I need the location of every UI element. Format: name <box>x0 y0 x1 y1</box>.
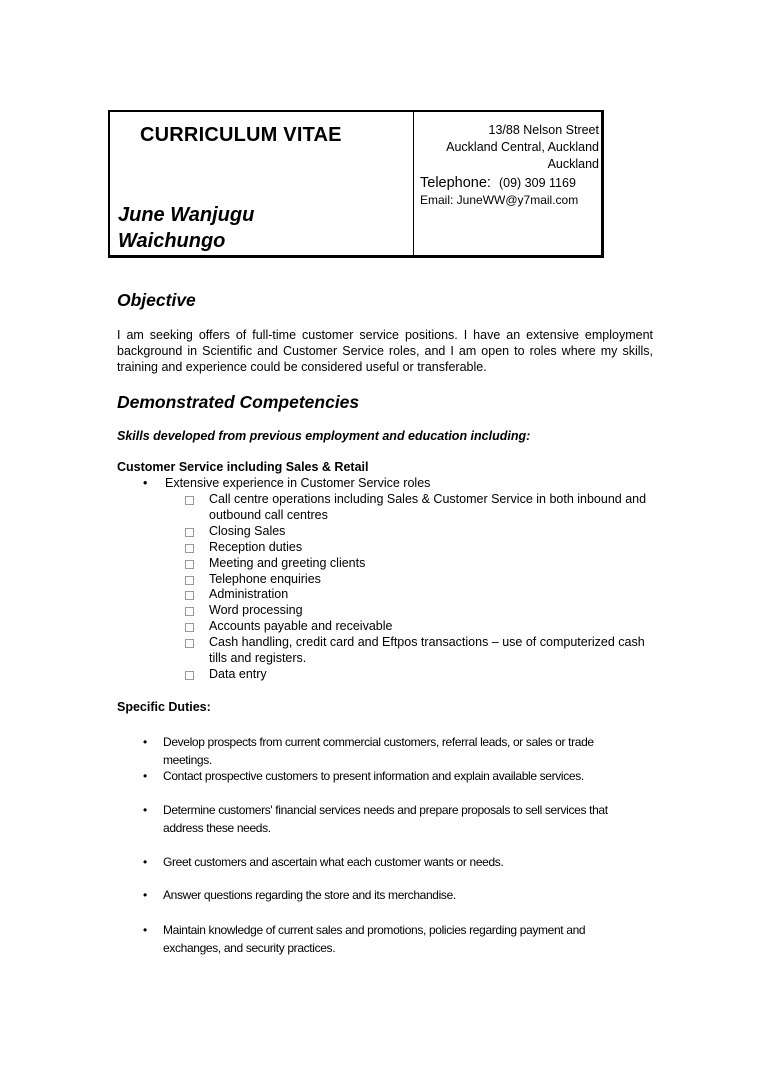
name-line-1: June Wanjugu <box>118 204 255 226</box>
email: Email: JuneWW@y7mail.com <box>420 193 579 207</box>
competency-item-text: Cash handling, credit card and Eftpos transactions – use of computerized cash tills and registers. <box>209 635 645 666</box>
duty-item-text: Answer questions regarding the store and its merchandise. <box>163 888 456 902</box>
cv-header-box <box>108 110 604 258</box>
duty-item-text: Determine customers' financial services needs and prepare proposals to sell services that address these needs. <box>163 803 608 835</box>
competency-item <box>185 492 655 524</box>
competencies-heading: Demonstrated Competencies <box>117 392 360 412</box>
duty-item <box>143 767 643 785</box>
name-line-2: Waichungo <box>118 230 226 252</box>
competency-item <box>185 556 655 572</box>
checkbox-bullet-icon <box>185 576 194 585</box>
cv-title: CURRICULUM VITAE <box>140 124 342 146</box>
competency-item-text: Word processing <box>209 603 303 618</box>
competency-item <box>185 524 655 540</box>
competency-item-text: Call centre operations including Sales & Customer Service in both inbound and outbound call centres <box>209 492 647 522</box>
duty-item <box>143 801 643 837</box>
checkbox-bullet-icon <box>185 591 194 600</box>
bullet-dot: • <box>143 476 148 490</box>
competency-item-text: Administration <box>209 587 289 602</box>
competency-item-text: Telephone enquiries <box>209 571 321 586</box>
competency-item <box>185 619 655 635</box>
duty-item <box>143 886 643 904</box>
competency-item <box>185 635 655 667</box>
bullet-dot: • <box>143 923 147 937</box>
checkbox-bullet-icon <box>185 560 194 569</box>
competency-item <box>185 540 655 556</box>
bullet-dot: • <box>143 735 147 749</box>
competency-category: Customer Service including Sales & Retail <box>117 460 369 474</box>
address-line-1: 13/88 Nelson Street <box>488 123 599 137</box>
competency-item <box>185 572 655 588</box>
competency-item <box>185 603 655 619</box>
competency-bullet-text: Extensive experience in Customer Service roles <box>165 476 431 490</box>
address-line-3: Auckland <box>547 157 599 171</box>
checkbox-bullet-icon <box>185 607 194 616</box>
duty-item <box>143 733 643 769</box>
duty-item-text: Contact prospective customers to present information and explain available services. <box>163 769 584 783</box>
competency-item-text: Reception duties <box>209 539 303 554</box>
contact-details <box>420 122 599 209</box>
bullet-dot: • <box>143 769 147 783</box>
bullet-dot: • <box>143 803 147 817</box>
competency-item <box>185 587 655 603</box>
telephone <box>420 174 599 192</box>
competency-bullet <box>143 475 430 491</box>
competency-items-list <box>185 492 655 683</box>
duty-item <box>143 853 643 871</box>
checkbox-bullet-icon <box>185 528 194 537</box>
checkbox-bullet-icon <box>185 671 194 680</box>
checkbox-bullet-icon <box>185 544 194 553</box>
checkbox-bullet-icon <box>185 639 194 648</box>
duty-item-text: Develop prospects from current commercial customers, referral leads, or sales or trade meetings. <box>163 735 594 767</box>
address-line-2: Auckland Central, Auckland <box>446 140 599 154</box>
competency-item-text: Closing Sales <box>209 523 286 538</box>
cv-name <box>118 202 254 254</box>
competency-item-text: Accounts payable and receivable <box>209 619 393 634</box>
telephone-label: Telephone: <box>420 175 491 191</box>
telephone-number: (09) 309 1169 <box>498 176 576 190</box>
objective-heading: Objective <box>117 290 196 310</box>
competencies-intro: Skills developed from previous employment and education including: <box>117 429 531 443</box>
objective-text: I am seeking offers of full-time customer service positions. I have an extensive employment background in Scientific and Customer Service roles, and I am open to roles where my skills, training and experience could be considered useful or transferable. <box>117 328 653 374</box>
competency-item-text: Meeting and greeting clients <box>209 555 366 570</box>
duty-item <box>143 921 643 957</box>
checkbox-bullet-icon <box>185 496 194 505</box>
duty-item-text: Greet customers and ascertain what each customer wants or needs. <box>163 855 504 869</box>
bullet-dot: • <box>143 888 147 902</box>
duties-heading: Specific Duties: <box>117 700 211 714</box>
header-divider <box>413 112 414 255</box>
bullet-dot: • <box>143 855 147 869</box>
checkbox-bullet-icon <box>185 623 194 632</box>
duty-item-text: Maintain knowledge of current sales and promotions, policies regarding payment and exchanges, and security practices. <box>163 923 586 955</box>
competency-item <box>185 667 655 683</box>
competency-item-text: Data entry <box>209 666 267 681</box>
